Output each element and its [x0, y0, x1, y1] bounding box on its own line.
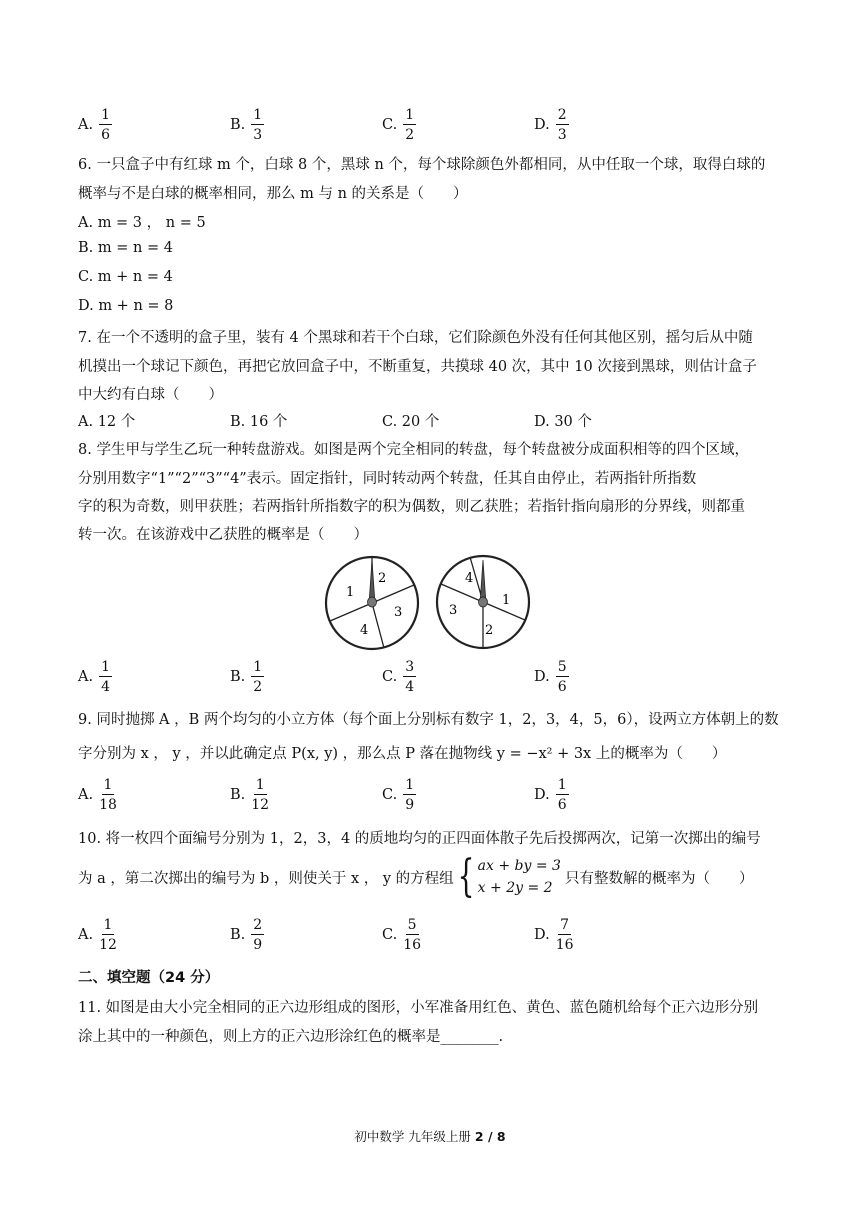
q9-option-a: A. $\frac{1}{18}$: [78, 777, 117, 813]
q7-stem-line3: 中大约有白球（ ）: [78, 387, 223, 403]
q8-option-c: C. $\frac{3}{4}$: [382, 659, 415, 695]
q6-option-d: D. m + n = 8: [78, 298, 174, 314]
page-footer: [0, 1127, 860, 1145]
q10-stem-line1: 10. 将一枚四个面编号分别为 1，2，3，4 的质地均匀的正四面体散子先后投掷两次，记第一次掷出的编号: [78, 831, 761, 847]
q10-stem-line2: [78, 851, 754, 902]
section-heading-fill-in: 二、填空题（24 分）: [78, 970, 220, 986]
q5-option-c: C. $\frac{1}{2}$: [382, 107, 415, 143]
spinner-left: [326, 557, 418, 649]
q6-stem-line2: 概率与不是白球的概率相同，那么 m 与 n 的关系是（ ）: [78, 186, 468, 202]
q10-stem-line2-post: 只有整数解的概率为（ ）: [564, 870, 754, 887]
q10-option-d: D. $\frac{7}{16}$: [534, 917, 574, 953]
q11-stem-line1: 11. 如图是由大小完全相同的正六边形组成的图形，小军准备用红色、黄色、蓝色随机给每个正六边形分别: [78, 1000, 759, 1016]
equation-2: x + 2y = 2: [477, 880, 553, 896]
q11-stem-line2: 涂上其中的一种颜色，则上方的正六边形涂红色的概率是________.: [78, 1029, 504, 1045]
spinner-right-label-2: 2: [485, 623, 494, 638]
q9-stem-line1: 9. 同时抛掷 A ，B 两个均匀的小立方体（每个面上分别标有数字 1，2，3，4，5，6），设两立方体朝上的数: [78, 712, 779, 728]
spinner-right-label-3: 3: [449, 603, 458, 618]
spinners-figure: [320, 554, 540, 654]
q9-option-b: B. $\frac{1}{12}$: [230, 777, 270, 813]
q10-option-a: A. $\frac{1}{12}$: [78, 917, 117, 953]
q7-option-c: C. 20 个: [382, 414, 440, 430]
footer-text: 初中数学 九年级上册: [354, 1129, 471, 1144]
q7-option-b: B. 16 个: [230, 414, 288, 430]
q6-option-b: B. m = n = 4: [78, 240, 173, 256]
spinner-right-label-4: 4: [465, 571, 474, 586]
q8-stem-line2: 分别用数字“1”“2”“3”“4”表示。固定指针，同时转动两个转盘，任其自由停止，若两指针所指数: [78, 471, 697, 487]
spinner-left-label-4: 4: [360, 623, 369, 638]
q7-stem-line1: 7. 在一个不透明的盒子里，装有 4 个黑球和若干个白球，它们除颜色外没有任何其他区别，摇匀后从中随: [78, 330, 753, 346]
q5-option-d: D. $\frac{2}{3}$: [534, 107, 567, 143]
system-brace: {: [457, 851, 475, 902]
q8-stem-line4: 转一次。在该游戏中乙获胜的概率是（ ）: [78, 527, 368, 543]
q10-stem-line2-pre: 为 a ，第二次掷出的编号为 b ，则使关于 x ， y 的方程组: [78, 870, 454, 887]
q10-option-c: C. $\frac{5}{16}$: [382, 917, 422, 953]
q8-option-a: A. $\frac{1}{4}$: [78, 659, 111, 695]
q9-stem-line2: 字分别为 x ， y ，并以此确定点 P(x, y) ，那么点 P 落在抛物线 y = −x² + 3x 上的概率为（ ）: [78, 746, 727, 762]
equation-1: ax + by = 3: [477, 858, 561, 874]
q8-option-d: D. $\frac{5}{6}$: [534, 659, 567, 695]
spinner-left-label-2: 2: [378, 571, 387, 586]
q9-option-d: D. $\frac{1}{6}$: [534, 777, 567, 813]
q5-option-a: A. $\frac{1}{6}$: [78, 107, 111, 143]
spinner-left-label-1: 1: [346, 585, 355, 600]
spinner-left-label-3: 3: [394, 605, 403, 620]
spinner-right: [437, 556, 529, 648]
q8-stem-line3: 字的积为奇数，则甲获胜；若两指针所指数字的积为偶数，则乙获胜；若指针指向扇形的分界线，则都重: [78, 499, 745, 515]
q6-option-a: A. m = 3 ， n = 5: [78, 215, 206, 231]
q5-option-b: B. $\frac{1}{3}$: [230, 107, 263, 143]
q9-option-c: C. $\frac{1}{9}$: [382, 777, 415, 813]
q8-stem-line1: 8. 学生甲与学生乙玩一种转盘游戏。如图是两个完全相同的转盘，每个转盘被分成面积相等的四个区域，: [78, 442, 749, 458]
equation-system: [478, 855, 561, 899]
q7-stem-line2: 机摸出一个球记下颜色，再把它放回盒子中，不断重复，共摸球 40 次，其中 10 次接到黑球，则估计盒子: [78, 359, 757, 375]
spinner-right-label-1: 1: [502, 593, 511, 608]
q7-option-a: A. 12 个: [78, 414, 136, 430]
page-number: 2 / 8: [474, 1129, 506, 1144]
q8-option-b: B. $\frac{1}{2}$: [230, 659, 263, 695]
q6-stem-line1: 6. 一只盒子中有红球 m 个，白球 8 个，黑球 n 个，每个球除颜色外都相同，从中任取一个球，取得白球的: [78, 157, 766, 173]
q7-option-d: D. 30 个: [534, 414, 592, 430]
q6-option-c: C. m + n = 4: [78, 269, 173, 285]
q10-option-b: B. $\frac{2}{9}$: [230, 917, 263, 953]
